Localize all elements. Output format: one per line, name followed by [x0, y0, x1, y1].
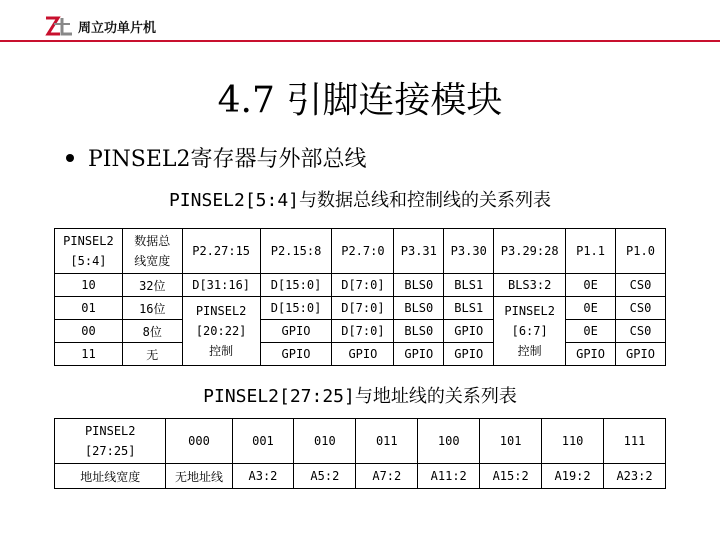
- header-cell: P1.0: [616, 229, 666, 274]
- table-cell: 0E: [566, 274, 616, 297]
- table-cell: D[7:0]: [332, 320, 394, 343]
- table1-caption: PINSEL2[5:4]与数据总线和控制线的关系列表: [168, 190, 552, 211]
- table-cell: CS0: [616, 274, 666, 297]
- table-cell: A7:2: [356, 464, 418, 489]
- table-cell: 0E: [566, 320, 616, 343]
- table-row: [55, 297, 666, 320]
- header-cell: 111: [604, 419, 666, 464]
- table-cell: BLS0: [394, 274, 444, 297]
- table-cell: CS0: [616, 320, 666, 343]
- header-cell: P3.30: [444, 229, 494, 274]
- table-cell: A5:2: [294, 464, 356, 489]
- table-cell: BLS1: [444, 274, 494, 297]
- table-cell: CS0: [616, 297, 666, 320]
- header-cell: P2.7:0: [332, 229, 394, 274]
- table-header-row: [55, 419, 666, 464]
- table-row: [55, 343, 666, 366]
- table-cell: GPIO: [566, 343, 616, 366]
- table-row: [55, 464, 666, 489]
- table-row: [55, 320, 666, 343]
- table-cell: D[15:0]: [260, 297, 332, 320]
- zlg-logo-icon: [44, 14, 74, 38]
- merged-cell-p2-control: PINSEL2 [20:22] 控制: [182, 297, 260, 366]
- table-cell: A19:2: [542, 464, 604, 489]
- header-cell: PINSEL2 [5:4]: [55, 229, 123, 274]
- table-cell: D[15:0]: [260, 274, 332, 297]
- slide-title: 4.7 引脚连接模块: [217, 80, 503, 121]
- table-cell: 地址线宽度: [55, 464, 166, 489]
- table-cell: GPIO: [260, 343, 332, 366]
- table-cell: GPIO: [444, 343, 494, 366]
- logo-text: 周立功单片机: [78, 20, 157, 36]
- table-cell: 00: [55, 320, 123, 343]
- header-cell: P1.1: [566, 229, 616, 274]
- table-cell: BLS1: [444, 297, 494, 320]
- header-divider: [0, 40, 720, 42]
- header-cell: P3.31: [394, 229, 444, 274]
- table-cell: A3:2: [232, 464, 294, 489]
- table-cell: BLS0: [394, 297, 444, 320]
- table-cell: 8位: [122, 320, 182, 343]
- bullet-point: [66, 142, 366, 173]
- header-cell: 001: [232, 419, 294, 464]
- header-cell: PINSEL2 [27:25]: [55, 419, 166, 464]
- table-cell: 16位: [122, 297, 182, 320]
- bullet-text: PINSEL2寄存器与外部总线: [88, 147, 367, 172]
- header-cell: 数据总 线宽度: [122, 229, 182, 274]
- table-cell: D[31:16]: [182, 274, 260, 297]
- header-cell: 110: [542, 419, 604, 464]
- table-cell: GPIO: [444, 320, 494, 343]
- header-cell: 000: [166, 419, 232, 464]
- header-cell: 010: [294, 419, 356, 464]
- header-cell: P3.29:28: [494, 229, 566, 274]
- table-cell: D[7:0]: [332, 297, 394, 320]
- table-cell: BLS3:2: [494, 274, 566, 297]
- table-row: [55, 274, 666, 297]
- table-cell: A15:2: [480, 464, 542, 489]
- header-cell: P2.15:8: [260, 229, 332, 274]
- header-cell: 100: [418, 419, 480, 464]
- table-cell: 32位: [122, 274, 182, 297]
- table-cell: 0E: [566, 297, 616, 320]
- table-cell: BLS0: [394, 320, 444, 343]
- table-header-row: [55, 229, 666, 274]
- table-cell: 01: [55, 297, 123, 320]
- table-cell: 11: [55, 343, 123, 366]
- table-cell: GPIO: [616, 343, 666, 366]
- header-cell: P2.27:15: [182, 229, 260, 274]
- table-cell: 10: [55, 274, 123, 297]
- address-bus-table: [54, 418, 666, 489]
- table-cell: 无: [122, 343, 182, 366]
- bullet-dot-icon: [66, 154, 74, 162]
- table-cell: GPIO: [394, 343, 444, 366]
- table2-caption: PINSEL2[27:25]与地址线的关系列表: [203, 386, 517, 407]
- header-cell: 101: [480, 419, 542, 464]
- company-logo: [44, 14, 156, 38]
- merged-cell-p3-control: PINSEL2 [6:7] 控制: [494, 297, 566, 366]
- table-cell: A23:2: [604, 464, 666, 489]
- table-cell: D[7:0]: [332, 274, 394, 297]
- data-bus-table: [54, 228, 666, 366]
- table-cell: 无地址线: [166, 464, 232, 489]
- table-cell: A11:2: [418, 464, 480, 489]
- header-cell: 011: [356, 419, 418, 464]
- table-cell: GPIO: [332, 343, 394, 366]
- table-cell: GPIO: [260, 320, 332, 343]
